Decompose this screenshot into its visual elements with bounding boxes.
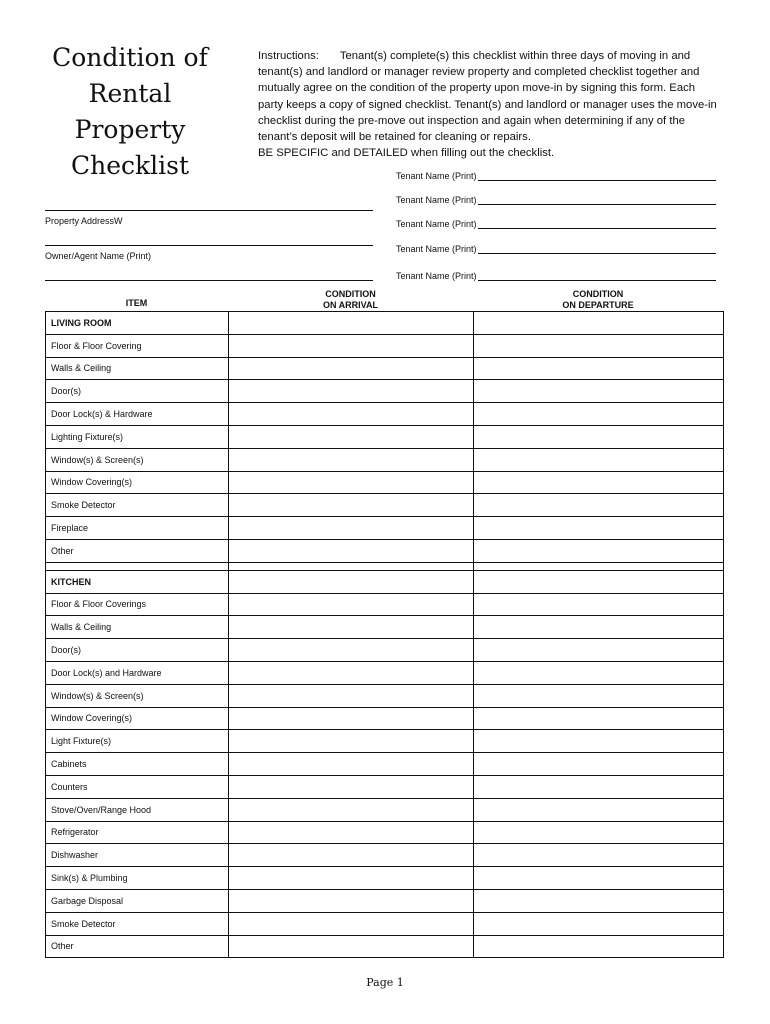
departure-condition-cell[interactable] (474, 593, 724, 616)
item-label: Door(s) (46, 380, 229, 403)
departure-condition-cell[interactable] (474, 661, 724, 684)
property-address-line[interactable] (45, 210, 373, 211)
item-label: Window(s) & Screen(s) (46, 448, 229, 471)
table-row (46, 403, 724, 426)
item-label: Floor & Floor Covering (46, 334, 229, 357)
arrival-condition-cell[interactable] (229, 471, 474, 494)
item-label: Door Lock(s) & Hardware (46, 403, 229, 426)
departure-condition-cell[interactable] (474, 867, 724, 890)
table-row (46, 775, 724, 798)
table-row (46, 821, 724, 844)
section-row (46, 570, 724, 593)
arrival-header-line: CONDITION (325, 289, 376, 299)
item-label (46, 562, 229, 570)
arrival-condition-cell[interactable] (229, 334, 474, 357)
table-row (46, 334, 724, 357)
item-label: Smoke Detector (46, 494, 229, 517)
table-row (46, 707, 724, 730)
departure-condition-cell[interactable] (474, 471, 724, 494)
table-row (46, 639, 724, 662)
checklist-table (45, 311, 724, 958)
arrival-condition-cell[interactable] (229, 798, 474, 821)
tenant-name-label: Tenant Name (Print) (396, 244, 477, 254)
item-label: Light Fixture(s) (46, 730, 229, 753)
item-label: Fireplace (46, 517, 229, 540)
table-row (46, 539, 724, 562)
departure-header-line: ON DEPARTURE (562, 300, 634, 310)
departure-condition-cell[interactable] (474, 616, 724, 639)
arrival-condition-cell[interactable] (229, 775, 474, 798)
arrival-condition-cell[interactable] (229, 661, 474, 684)
table-row (46, 616, 724, 639)
departure-condition-cell[interactable] (474, 357, 724, 380)
arrival-condition-cell[interactable] (229, 730, 474, 753)
item-label: Garbage Disposal (46, 889, 229, 912)
departure-condition-cell[interactable] (474, 312, 724, 335)
table-row (46, 471, 724, 494)
instructions-label: Instructions: (258, 50, 319, 62)
arrival-condition-cell[interactable] (229, 380, 474, 403)
table-row (46, 844, 724, 867)
arrival-condition-cell[interactable] (229, 707, 474, 730)
instructions (258, 48, 718, 161)
table-row (46, 517, 724, 540)
arrival-condition-cell[interactable] (229, 562, 474, 570)
arrival-condition-cell[interactable] (229, 753, 474, 776)
tenant-name-line[interactable] (478, 272, 716, 281)
table-row (46, 593, 724, 616)
arrival-condition-cell[interactable] (229, 403, 474, 426)
departure-condition-cell[interactable] (474, 935, 724, 958)
arrival-condition-cell[interactable] (229, 639, 474, 662)
arrival-condition-cell[interactable] (229, 494, 474, 517)
departure-condition-cell[interactable] (474, 570, 724, 593)
tenant-name-line[interactable] (478, 196, 716, 205)
instructions-text: Tenant(s) complete(s) this checklist within three days of moving in and tenant(s) and landlord or manager review property and completed checklist together and mutually agree on the condition of the property upon move-in by signing this form. Each party keeps a copy of signed checklist. Tenant(s) and landlord or manager uses the move-in checklist during the pre-move out inspection and again when determining if any of the tenant’s deposit will be retained for cleaning or repairs. (258, 50, 717, 144)
section-row (46, 312, 724, 335)
owner-agent-line[interactable] (45, 245, 373, 246)
tenant-name-label: Tenant Name (Print) (396, 195, 477, 205)
arrival-header-line: ON ARRIVAL (323, 300, 378, 310)
owner-agent-label: Owner/Agent Name (Print) (45, 251, 152, 261)
departure-condition-cell[interactable] (474, 380, 724, 403)
arrival-condition-cell[interactable] (229, 912, 474, 935)
departure-condition-cell[interactable] (474, 889, 724, 912)
table-row (46, 494, 724, 517)
tenant-name-line[interactable] (478, 172, 716, 181)
departure-condition-cell[interactable] (474, 753, 724, 776)
spacer-row (46, 562, 724, 570)
arrival-condition-cell[interactable] (229, 312, 474, 335)
item-label: Refrigerator (46, 821, 229, 844)
table-row (46, 912, 724, 935)
departure-condition-cell[interactable] (474, 775, 724, 798)
arrival-condition-cell[interactable] (229, 616, 474, 639)
table-row (46, 425, 724, 448)
arrival-condition-cell[interactable] (229, 593, 474, 616)
departure-condition-cell[interactable] (474, 821, 724, 844)
departure-condition-cell[interactable] (474, 517, 724, 540)
arrival-column-header (228, 289, 473, 311)
item-label: Door Lock(s) and Hardware (46, 661, 229, 684)
item-label: Window Covering(s) (46, 471, 229, 494)
arrival-condition-cell[interactable] (229, 684, 474, 707)
property-address-label: Property AddressW (45, 216, 123, 226)
tenant-name-line[interactable] (478, 220, 716, 229)
arrival-condition-cell[interactable] (229, 889, 474, 912)
arrival-condition-cell[interactable] (229, 821, 474, 844)
departure-condition-cell[interactable] (474, 403, 724, 426)
instructions-emphasis: BE SPECIFIC and DETAILED when filling out the checklist. (258, 147, 555, 160)
tenant-name-field-3[interactable] (396, 219, 716, 229)
departure-condition-cell[interactable] (474, 684, 724, 707)
item-label: Window Covering(s) (46, 707, 229, 730)
arrival-condition-cell[interactable] (229, 425, 474, 448)
item-label: Other (46, 935, 229, 958)
table-row (46, 867, 724, 890)
departure-condition-cell[interactable] (474, 448, 724, 471)
table-row (46, 935, 724, 958)
departure-condition-cell[interactable] (474, 425, 724, 448)
tenant-name-field-2[interactable] (396, 195, 716, 205)
tenant-name-label: Tenant Name (Print) (396, 219, 477, 229)
section-heading: KITCHEN (46, 570, 229, 593)
tenant-name-label: Tenant Name (Print) (396, 271, 477, 281)
extra-line[interactable] (45, 280, 373, 281)
tenant-name-field-1[interactable] (396, 171, 716, 181)
item-label: Walls & Ceiling (46, 357, 229, 380)
table-row (46, 798, 724, 821)
item-label: Door(s) (46, 639, 229, 662)
departure-condition-cell[interactable] (474, 539, 724, 562)
title-line: Condition of (52, 43, 208, 72)
arrival-condition-cell[interactable] (229, 357, 474, 380)
item-label: Smoke Detector (46, 912, 229, 935)
document-title (40, 40, 220, 184)
item-label: Window(s) & Screen(s) (46, 684, 229, 707)
departure-header-line: CONDITION (572, 289, 624, 299)
item-label: Stove/Oven/Range Hood (46, 798, 229, 821)
tenant-name-field-5[interactable] (396, 271, 716, 281)
arrival-condition-cell[interactable] (229, 539, 474, 562)
arrival-condition-cell[interactable] (229, 844, 474, 867)
arrival-condition-cell[interactable] (229, 517, 474, 540)
tenant-name-field-4[interactable] (396, 244, 716, 254)
arrival-condition-cell[interactable] (229, 448, 474, 471)
item-label: Walls & Ceiling (46, 616, 229, 639)
departure-condition-cell[interactable] (474, 912, 724, 935)
departure-condition-cell[interactable] (474, 334, 724, 357)
departure-condition-cell[interactable] (474, 562, 724, 570)
arrival-condition-cell[interactable] (229, 570, 474, 593)
arrival-condition-cell[interactable] (229, 935, 474, 958)
item-label: Floor & Floor Coverings (46, 593, 229, 616)
item-label: Lighting Fixture(s) (46, 425, 229, 448)
arrival-condition-cell[interactable] (229, 867, 474, 890)
table-row (46, 684, 724, 707)
title-line: Property (74, 115, 186, 144)
item-label: Other (46, 539, 229, 562)
table-row (46, 753, 724, 776)
departure-condition-cell[interactable] (474, 639, 724, 662)
item-column-header: ITEM (125, 298, 148, 308)
table-row (46, 380, 724, 403)
item-label: Cabinets (46, 753, 229, 776)
title-line: Checklist (70, 151, 190, 180)
table-row (46, 730, 724, 753)
departure-condition-cell[interactable] (474, 707, 724, 730)
departure-condition-cell[interactable] (474, 494, 724, 517)
table-row (46, 357, 724, 380)
table-row (46, 448, 724, 471)
table-row (46, 889, 724, 912)
departure-condition-cell[interactable] (474, 730, 724, 753)
table-row (46, 661, 724, 684)
title-line: Rental (88, 79, 172, 108)
departure-column-header (473, 289, 723, 311)
page-number: Page 1 (366, 976, 404, 989)
section-heading: LIVING ROOM (46, 312, 229, 335)
item-label: Dishwasher (46, 844, 229, 867)
item-label: Sink(s) & Plumbing (46, 867, 229, 890)
tenant-name-line[interactable] (478, 245, 716, 254)
item-label: Counters (46, 775, 229, 798)
tenant-name-label: Tenant Name (Print) (396, 171, 477, 181)
departure-condition-cell[interactable] (474, 798, 724, 821)
departure-condition-cell[interactable] (474, 844, 724, 867)
